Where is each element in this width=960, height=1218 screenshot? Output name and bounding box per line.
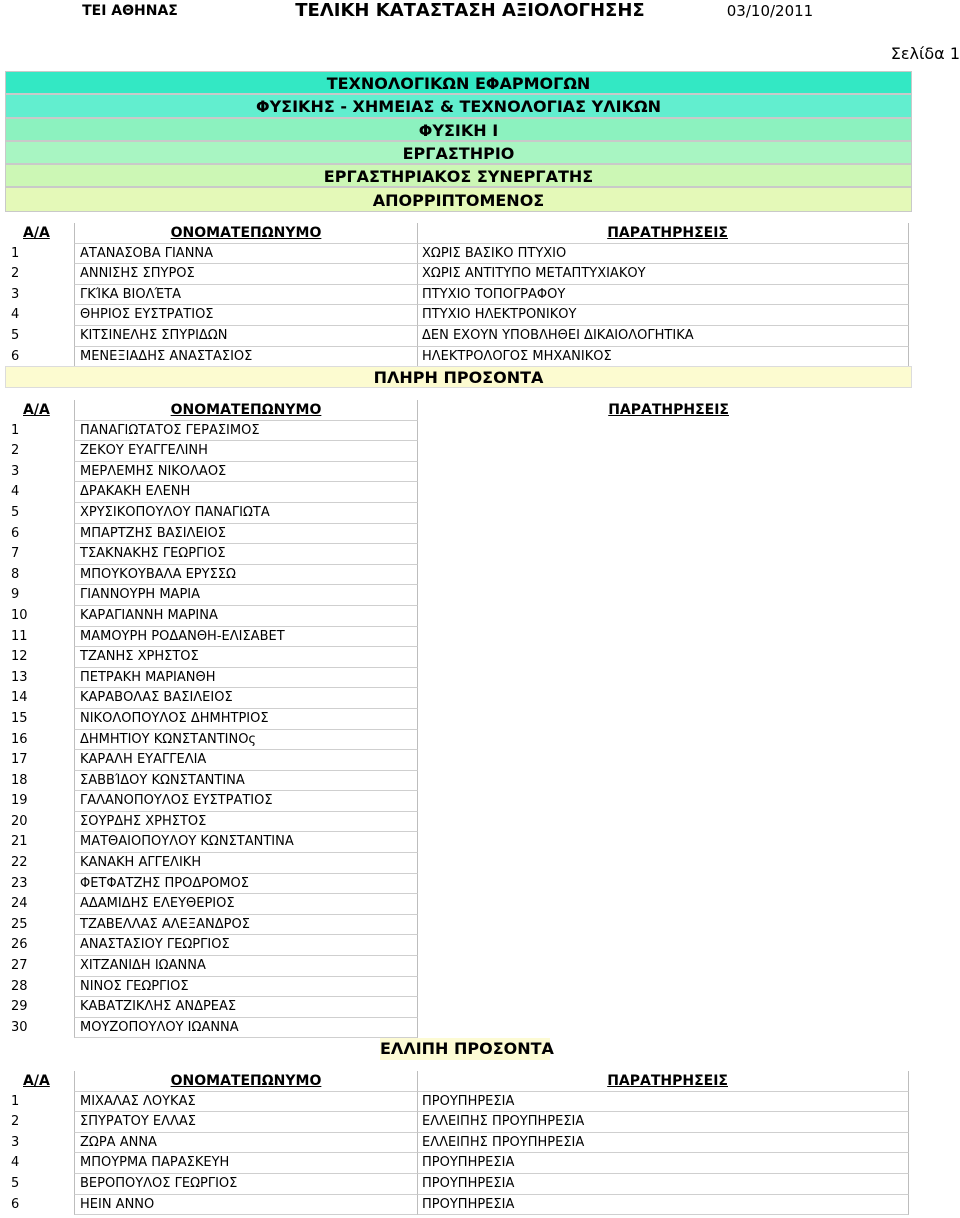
row-name: ΖΩΡΑ ΑΝΝΑ — [74, 1133, 418, 1154]
row-name: ΜΠΟΥΚΟΥΒΑΛΑ ΕΡΥΣΣΩ — [74, 565, 418, 586]
row-name: ΚΑΡΑΒΟΛΑΣ ΒΑΣΙΛΕΙΟΣ — [74, 688, 418, 709]
row-name: ΧΡΥΣΙΚΟΠΟΥΛΟΥ ΠΑΝΑΓΙΩΤΑ — [74, 503, 418, 524]
row-number: 26 — [11, 937, 28, 953]
page-number: Σελίδα 1 — [890, 44, 960, 63]
partial-qualifications-heading: ΕΛΛΙΠΗ ΠΡΟΣΟΝΤΑ — [380, 1039, 554, 1058]
table-row — [5, 1195, 909, 1216]
row-name: ΒΕΡΟΠΟΥΛΟΣ ΓΕΩΡΓΙΟΣ — [74, 1174, 418, 1195]
table-row — [5, 482, 909, 503]
table-row — [5, 730, 909, 751]
row-number: 5 — [11, 327, 20, 343]
row-name: ΦΕΤΦΑΤΖΗΣ ΠΡΟΔΡΟΜΟΣ — [74, 874, 418, 895]
row-number: 4 — [11, 484, 20, 500]
table-row — [5, 1112, 909, 1133]
row-notes-empty — [418, 688, 909, 709]
row-name: ΜΑΜΟΥΡΗ ΡΟΔΑΝΘΗ-ΕΛΙΣΑΒΕΤ — [74, 627, 418, 648]
row-number: 12 — [11, 649, 28, 665]
table-row — [5, 853, 909, 874]
row-notes-empty — [418, 894, 909, 915]
row-number: 14 — [11, 690, 28, 706]
table-header-row — [5, 400, 909, 421]
row-notes: ΔΕΝ ΕΧΟΥΝ ΥΠΟΒΛΗΘΕΙ ΔΙΚΑΙΟΛΟΓΗΤΙΚΑ — [418, 326, 909, 347]
row-name: ΜΠΑΡΤΖΗΣ ΒΑΣΙΛΕΙΟΣ — [74, 524, 418, 545]
column-header-name: ΟΝΟΜΑΤΕΠΩΝΥΜΟ — [74, 223, 418, 244]
table-row — [5, 285, 909, 306]
row-name: ΚΑΝΑΚΗ ΑΓΓΕΛΙΚΗ — [74, 853, 418, 874]
full-qualifications-heading: ΠΛΗΡΗ ΠΡΟΣΟΝΤΑ — [5, 366, 912, 388]
row-number: 5 — [11, 504, 20, 520]
row-notes: ΠΡΟΥΠΗΡΕΣΙΑ — [418, 1195, 909, 1216]
row-notes-empty — [418, 627, 909, 648]
row-notes: ΠΡΟΥΠΗΡΕΣΙΑ — [418, 1153, 909, 1174]
row-name: ΓΚΊΚΑ ΒΙΟΛΈΤΑ — [74, 285, 418, 306]
table-row — [5, 606, 909, 627]
row-notes-empty — [418, 606, 909, 627]
table-row — [5, 812, 909, 833]
table-row — [5, 977, 909, 998]
row-notes: ΗΛΕΚΤΡΟΛΟΓΟΣ ΜΗΧΑΝΙΚΟΣ — [418, 347, 909, 368]
column-header-aa: Α/Α — [23, 402, 50, 418]
row-number: 4 — [11, 307, 20, 323]
row-name: ΠΑΝΑΓΙΩΤΑΤΟΣ ΓΕΡΑΣΙΜΟΣ — [74, 421, 418, 442]
table-row — [5, 441, 909, 462]
row-name: ΓΑΛΑΝΟΠΟΥΛΟΣ ΕΥΣΤΡΑΤΙΟΣ — [74, 791, 418, 812]
row-notes-empty — [418, 462, 909, 483]
row-name: ΧΙΤΖΑΝΙΔΗ ΙΩΑΝΝΑ — [74, 956, 418, 977]
row-notes-empty — [418, 977, 909, 998]
row-notes-empty — [418, 585, 909, 606]
row-name: ΣΑΒΒΊΔΟΥ ΚΩΝΣΤΑΝΤΙΝΑ — [74, 771, 418, 792]
row-name: ΝΙΝΟΣ ΓΕΩΡΓΙΟΣ — [74, 977, 418, 998]
row-number: 9 — [11, 587, 20, 603]
table-row — [5, 524, 909, 545]
row-notes: ΠΤΥΧΙΟ ΤΟΠΟΓΡΑΦΟΥ — [418, 285, 909, 306]
row-name: ΑΤΑΝΑΣΟΒΑ ΓΙΑΝΝΑ — [74, 244, 418, 265]
row-notes: ΕΛΛΕΙΠΗΣ ΠΡΟΥΠΗΡΕΣΙΑ — [418, 1112, 909, 1133]
row-number: 3 — [11, 463, 20, 479]
table-row — [5, 771, 909, 792]
row-notes-empty — [418, 832, 909, 853]
report-title: ΤΕΛΙΚΗ ΚΑΤΑΣΤΑΣΗ ΑΞΙΟΛΟΓΗΣΗΣ — [295, 0, 645, 21]
row-number: 21 — [11, 834, 28, 850]
table-row — [5, 264, 909, 285]
table-row — [5, 997, 909, 1018]
row-notes-empty — [418, 791, 909, 812]
row-notes-empty — [418, 503, 909, 524]
table-row — [5, 709, 909, 730]
row-number: 15 — [11, 710, 28, 726]
row-notes-empty — [418, 647, 909, 668]
table-row — [5, 832, 909, 853]
banner-line: ΑΠΟΡΡΙΠΤΟΜΕΝΟΣ — [5, 187, 912, 212]
row-notes-empty — [418, 730, 909, 751]
row-notes-empty — [418, 524, 909, 545]
row-name: ΑΝΝΙΣΗΣ ΣΠΥΡΟΣ — [74, 264, 418, 285]
row-number: 2 — [11, 266, 20, 282]
row-number: 28 — [11, 978, 28, 994]
row-notes-empty — [418, 482, 909, 503]
banner-line: ΦΥΣΙΚΗΣ - ΧΗΜΕΙΑΣ & ΤΕΧΝΟΛΟΓΙΑΣ ΥΛΙΚΩΝ — [5, 94, 912, 118]
row-notes-empty — [418, 750, 909, 771]
row-notes-empty — [418, 421, 909, 442]
table-row — [5, 791, 909, 812]
partial-qualifications-table — [5, 1071, 909, 1215]
column-header-name: ΟΝΟΜΑΤΕΠΩΝΥΜΟ — [74, 1071, 418, 1092]
row-name: ΔΗΜΗΤΙΟΥ ΚΩΝΣΤΑΝΤΙΝΟς — [74, 730, 418, 751]
table-row — [5, 565, 909, 586]
row-notes: ΠΡΟΥΠΗΡΕΣΙΑ — [418, 1174, 909, 1195]
row-name: ΜΙΧΑΛΑΣ ΛΟΥΚΑΣ — [74, 1092, 418, 1113]
table-row — [5, 915, 909, 936]
banner-line: ΕΡΓΑΣΤΗΡΙΟ — [5, 141, 912, 164]
row-notes-empty — [418, 874, 909, 895]
row-number: 6 — [11, 348, 20, 364]
row-number: 1 — [11, 1093, 20, 1109]
column-header-name: ΟΝΟΜΑΤΕΠΩΝΥΜΟ — [74, 400, 418, 421]
row-notes-empty — [418, 441, 909, 462]
column-header-notes: ΠΑΡΑΤΗΡΗΣΕΙΣ — [418, 1071, 909, 1092]
row-notes: ΠΤΥΧΙΟ ΗΛΕΚΤΡΟΝΙΚΟΥ — [418, 305, 909, 326]
banner-line: ΤΕΧΝΟΛΟΓΙΚΩΝ ΕΦΑΡΜΟΓΩΝ — [5, 71, 912, 94]
row-name: ΑΝΑΣΤΑΣΙΟΥ ΓΕΩΡΓΙΟΣ — [74, 935, 418, 956]
row-notes-empty — [418, 668, 909, 689]
table-row — [5, 326, 909, 347]
table-row — [5, 956, 909, 977]
row-number: 22 — [11, 855, 28, 871]
table-header-row — [5, 1071, 909, 1092]
row-number: 8 — [11, 566, 20, 582]
row-notes: ΧΩΡΙΣ ΑΝΤΙΤΥΠΟ ΜΕΤΑΠΤΥΧΙΑΚΟΥ — [418, 264, 909, 285]
row-number: 13 — [11, 669, 28, 685]
row-name: ΘΗΡΙΟΣ ΕΥΣΤΡΑΤΙΟΣ — [74, 305, 418, 326]
table-row — [5, 935, 909, 956]
row-name: ΓΙΑΝΝΟΥΡΗ ΜΑΡΙΑ — [74, 585, 418, 606]
row-number: 25 — [11, 916, 28, 932]
row-number: 10 — [11, 607, 28, 623]
table-row — [5, 647, 909, 668]
row-name: ΜΟΥΖΟΠΟΥΛΟΥ ΙΩΑΝΝΑ — [74, 1018, 418, 1039]
row-notes-empty — [418, 565, 909, 586]
row-number: 18 — [11, 772, 28, 788]
row-notes: ΧΩΡΙΣ ΒΑΣΙΚΟ ΠΤΥΧΙΟ — [418, 244, 909, 265]
row-number: 2 — [11, 443, 20, 459]
row-name: ΖΕΚΟΥ ΕΥΑΓΓΕΛΙΝΗ — [74, 441, 418, 462]
table-row — [5, 503, 909, 524]
table-row — [5, 668, 909, 689]
row-name: ΜΕΡΛΕΜΗΣ ΝΙΚΟΛΑΟΣ — [74, 462, 418, 483]
table-row — [5, 585, 909, 606]
table-row — [5, 244, 909, 265]
row-notes-empty — [418, 709, 909, 730]
row-notes-empty — [418, 853, 909, 874]
row-name: ΚΙΤΣΙΝΕΛΗΣ ΣΠΥΡΙΔΩΝ — [74, 326, 418, 347]
table-row — [5, 1018, 909, 1039]
row-number: 16 — [11, 731, 28, 747]
table-row — [5, 347, 909, 368]
table-row — [5, 1174, 909, 1195]
full-qualifications-table — [5, 400, 909, 1038]
row-number: 11 — [11, 628, 28, 644]
row-name: ΣΠΥΡΑΤΟΥ ΕΛΛΑΣ — [74, 1112, 418, 1133]
row-notes-empty — [418, 771, 909, 792]
row-name: ΤΖΑΒΕΛΛΑΣ ΑΛΕΞΑΝΔΡΟΣ — [74, 915, 418, 936]
row-number: 2 — [11, 1114, 20, 1130]
row-number: 23 — [11, 875, 28, 891]
table-row — [5, 1133, 909, 1154]
row-notes-empty — [418, 997, 909, 1018]
row-number: 3 — [11, 286, 20, 302]
row-name: ΔΡΑΚΑΚΗ ΕΛΕΝΗ — [74, 482, 418, 503]
table-row — [5, 1153, 909, 1174]
row-name: ΜΑΤΘΑΙΟΠΟΥΛΟΥ ΚΩΝΣΤΑΝΤΙΝΑ — [74, 832, 418, 853]
table-row — [5, 305, 909, 326]
table-row — [5, 874, 909, 895]
table-row — [5, 750, 909, 771]
column-header-notes: ΠΑΡΑΤΗΡΗΣΕΙΣ — [418, 223, 909, 244]
row-number: 30 — [11, 1019, 28, 1035]
row-number: 1 — [11, 422, 20, 438]
row-name: ΗΕΙΝ ΑΝΝΟ — [74, 1195, 418, 1216]
row-number: 27 — [11, 958, 28, 974]
row-name: ΑΔΑΜΙΔΗΣ ΕΛΕΥΘΕΡΙΟΣ — [74, 894, 418, 915]
table-row — [5, 544, 909, 565]
row-name: ΜΕΝΕΞΙΑΔΗΣ ΑΝΑΣΤΑΣΙΟΣ — [74, 347, 418, 368]
row-name: ΜΠΟΥΡΜΑ ΠΑΡΑΣΚΕΥΗ — [74, 1153, 418, 1174]
table-row — [5, 688, 909, 709]
row-number: 3 — [11, 1134, 20, 1150]
column-header-aa: Α/Α — [23, 225, 50, 241]
table-header-row — [5, 223, 909, 244]
table-row — [5, 627, 909, 648]
row-number: 7 — [11, 546, 20, 562]
row-name: ΚΑΡΑΓΙΑΝΝΗ ΜΑΡΙΝΑ — [74, 606, 418, 627]
banner-line: ΕΡΓΑΣΤΗΡΙΑΚΟΣ ΣΥΝΕΡΓΑΤΗΣ — [5, 164, 912, 187]
row-number: 17 — [11, 752, 28, 768]
row-number: 19 — [11, 793, 28, 809]
banner-line: ΦΥΣΙΚΗ Ι — [5, 118, 912, 141]
row-name: ΤΣΑΚΝΑΚΗΣ ΓΕΩΡΓΙΟΣ — [74, 544, 418, 565]
row-name: ΚΑΒΑΤΖΙΚΛΗΣ ΑΝΔΡΕΑΣ — [74, 997, 418, 1018]
institution-label: ΤΕΙ ΑΘΗΝΑΣ — [82, 3, 178, 19]
row-name: ΠΕΤΡΑΚΗ ΜΑΡΙΑΝΘΗ — [74, 668, 418, 689]
row-number: 24 — [11, 896, 28, 912]
row-name: ΝΙΚΟΛΟΠΟΥΛΟΣ ΔΗΜΗΤΡΙΟΣ — [74, 709, 418, 730]
row-notes: ΕΛΛΕΙΠΗΣ ΠΡΟΥΠΗΡΕΣΙΑ — [418, 1133, 909, 1154]
report-date: 03/10/2011 — [726, 2, 814, 20]
table-row — [5, 894, 909, 915]
column-header-notes: ΠΑΡΑΤΗΡΗΣΕΙΣ — [608, 402, 729, 418]
row-number: 5 — [11, 1175, 20, 1191]
row-number: 6 — [11, 1196, 20, 1212]
row-number: 29 — [11, 999, 28, 1015]
row-number: 4 — [11, 1155, 20, 1171]
row-notes-empty — [418, 544, 909, 565]
row-notes-empty — [418, 1018, 909, 1039]
row-notes-empty — [418, 935, 909, 956]
row-notes: ΠΡΟΥΠΗΡΕΣΙΑ — [418, 1092, 909, 1113]
table-row — [5, 462, 909, 483]
rejected-table — [5, 223, 909, 367]
table-row — [5, 421, 909, 442]
row-name: ΤΖΑΝΗΣ ΧΡΗΣΤΟΣ — [74, 647, 418, 668]
row-number: 1 — [11, 245, 20, 261]
row-number: 20 — [11, 813, 28, 829]
row-name: ΣΟΥΡΔΗΣ ΧΡΗΣΤΟΣ — [74, 812, 418, 833]
row-notes-empty — [418, 956, 909, 977]
row-number: 6 — [11, 525, 20, 541]
row-name: ΚΑΡΑΛΗ ΕΥΑΓΓΕΛΙΑ — [74, 750, 418, 771]
row-notes-empty — [418, 812, 909, 833]
column-header-aa: Α/Α — [23, 1073, 50, 1089]
table-row — [5, 1092, 909, 1113]
row-notes-empty — [418, 915, 909, 936]
